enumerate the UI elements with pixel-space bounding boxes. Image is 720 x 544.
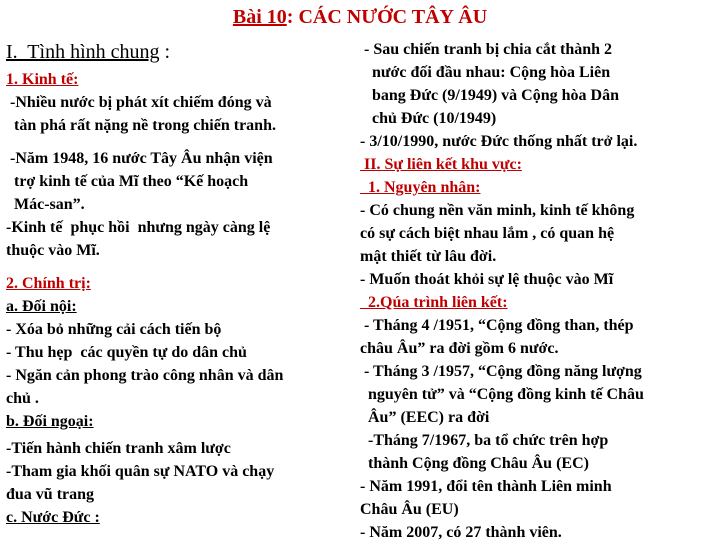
economy-line: Mác-san”. (6, 196, 85, 213)
process-line: nguyên tử” và “Cộng đồng kinh tế Châu (360, 386, 644, 403)
causes-line: - Có chung nền văn minh, kinh tế không (360, 202, 635, 219)
lesson-number: Bài 10 (232, 6, 287, 28)
process-line: - Tháng 4 /1951, “Cộng đồng than, thép (360, 317, 634, 334)
section1-heading-text: I. Tình hình chung (6, 41, 160, 63)
economy-line: trợ kinh tế của Mĩ theo “Kế hoạch (6, 173, 249, 190)
foreign-heading: b. Đối ngoại: (6, 413, 94, 430)
causes-line: mật thiết từ lâu đời. (360, 248, 497, 265)
section1-heading-colon: : (159, 41, 171, 63)
economy-line: -Kinh tế phục hồi nhưng ngày càng lệ (6, 219, 271, 236)
left-column (6, 38, 356, 529)
economy-line: thuộc vào Mĩ. (6, 242, 100, 259)
foreign-line: -Tiến hành chiến tranh xâm lược (6, 440, 231, 457)
process-line: Âu” (EEC) ra đời (360, 409, 490, 426)
germany-line: bang Đức (9/1949) và Cộng hòa Dân (360, 87, 619, 104)
process-line: - Năm 1991, đổi tên thành Liên minh (360, 478, 612, 495)
economy-line: -Năm 1948, 16 nước Tây Âu nhận viện (6, 150, 273, 167)
causes-line: có sự cách biệt nhau lắm , có quan hệ (360, 225, 615, 242)
domestic-heading: a. Đối nội: (6, 298, 77, 315)
foreign-line: đua vũ trang (6, 486, 95, 503)
right-column (360, 38, 716, 544)
foreign-line: -Tham gia khối quân sự NATO và chạy (6, 463, 275, 480)
lesson-name: CÁC NƯỚC TÂY ÂU (298, 6, 488, 28)
germany-line: nước đối đầu nhau: Cộng hòa Liên (360, 64, 611, 81)
domestic-line: - Thu hẹp các quyền tự do dân chủ (6, 344, 247, 361)
section1-heading (6, 38, 356, 66)
process-line: - Tháng 3 /1957, “Cộng đồng năng lượng (360, 363, 642, 380)
slide-title (0, 6, 720, 29)
title-separator: : (286, 6, 299, 28)
germany-line: chủ Đức (10/1949) (360, 110, 497, 127)
process-line: -Tháng 7/1967, ba tổ chức trên hợp (360, 432, 609, 449)
economy-line: -Nhiều nước bị phát xít chiếm đóng và (6, 94, 272, 111)
causes-line: - Muốn thoát khỏi sự lệ thuộc vào Mĩ (360, 271, 614, 288)
process-line: Châu Âu (EU) (360, 501, 459, 518)
germany-heading: c. Nước Đức : (6, 509, 100, 526)
process-line: châu Âu” ra đời gồm 6 nước. (360, 340, 559, 357)
causes-heading: 1. Nguyên nhân: (360, 179, 481, 196)
domestic-line: - Xóa bỏ những cải cách tiến bộ (6, 321, 222, 338)
section2-heading: II. Sự liên kết khu vực: (360, 156, 522, 173)
politics-heading: 2. Chính trị: (6, 275, 91, 292)
process-line: - Năm 2007, có 27 thành viên. (360, 524, 562, 541)
economy-heading: 1. Kinh tế: (6, 71, 79, 88)
domestic-line: chủ . (6, 390, 39, 407)
domestic-line: - Ngăn cản phong trào công nhân và dân (6, 367, 284, 384)
process-line: thành Cộng đồng Châu Âu (EC) (360, 455, 589, 472)
economy-line: tàn phá rất nặng nề trong chiến tranh. (6, 117, 276, 134)
germany-line: - Sau chiến tranh bị chia cắt thành 2 (360, 41, 613, 58)
process-heading: 2.Qúa trình liên kết: (360, 294, 508, 311)
germany-line: - 3/10/1990, nước Đức thống nhất trở lại. (360, 133, 638, 150)
